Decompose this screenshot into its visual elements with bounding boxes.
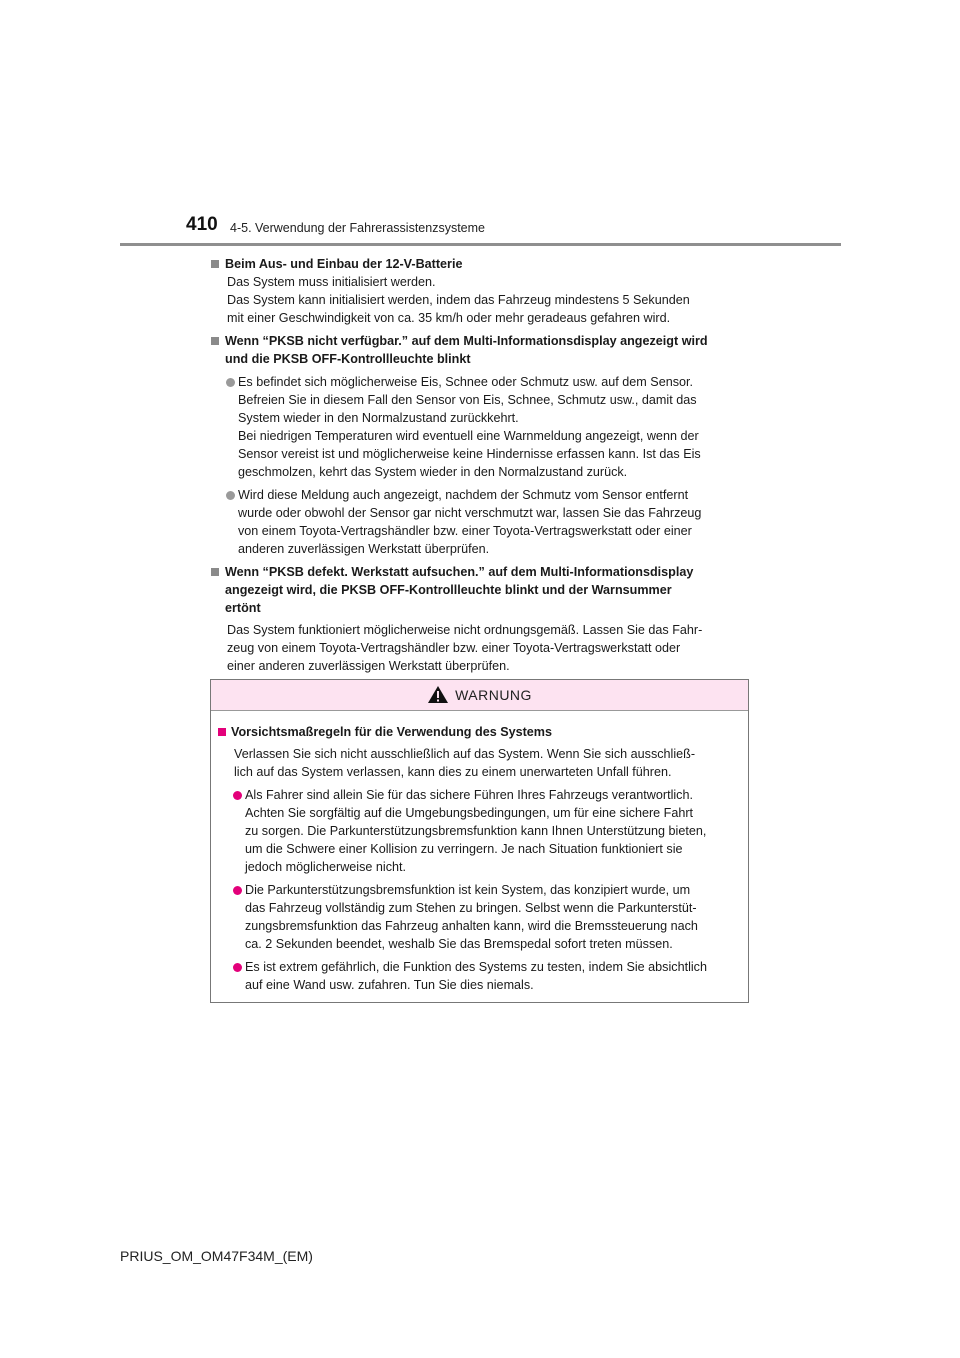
- bullet-line: Es befindet sich möglicherweise Eis, Schnee oder Schmutz usw. auf dem Sensor.: [238, 375, 694, 389]
- body-line: Das System kann initialisiert werden, indem das Fahrzeug mindestens 5 Sekunden: [227, 293, 690, 307]
- bullet-line: zungsbremsfunktion das Fahrzeug anhalten kann, wird die Bremssteuerung nach: [245, 919, 698, 933]
- round-bullet-icon: [233, 791, 242, 800]
- bullet-line: Achten Sie sorgfältig auf die Umgebungsbedingungen, um für eine sichere Fahrt: [245, 806, 694, 820]
- bullet-line: wurde oder obwohl der Sensor gar nicht verschmutzt war, lassen Sie das Fahrzeug: [238, 506, 702, 520]
- square-bullet-icon: [211, 568, 219, 576]
- body-line: Das System funktioniert möglicherweise nicht ordnungsgemäß. Lassen Sie das Fahr-: [227, 623, 703, 637]
- body-line: lich auf das System verlassen, kann dies zu einem unerwarteten Unfall führen.: [234, 765, 672, 779]
- body-line: mit einer Geschwindigkeit von ca. 35 km/h oder mehr geradeaus gefahren wird.: [227, 311, 671, 325]
- bullet-line: Als Fahrer sind allein Sie für das sichere Führen Ihres Fahrzeugs verantwortlich.: [245, 788, 693, 802]
- body-line: einer anderen zuverlässigen Werkstatt überprüfen.: [227, 659, 510, 673]
- section-heading: [210, 255, 750, 273]
- section-pksb-unavailable: [210, 332, 750, 558]
- warning-title: WARNUNG: [455, 687, 532, 703]
- bullet-line: Befreien Sie in diesem Fall den Sensor von Eis, Schnee, Schmutz usw., damit das: [238, 393, 697, 407]
- bullet-line: Bei niedrigen Temperaturen wird eventuell eine Warnmeldung angezeigt, wenn der: [238, 429, 699, 443]
- section-battery: [210, 255, 750, 327]
- square-bullet-icon: [218, 728, 226, 736]
- list-item: [210, 373, 750, 481]
- bullet-line: von einem Toyota-Vertragshändler bzw. einer Toyota-Vertragswerkstatt oder einer: [238, 524, 692, 538]
- bullet-line: um die Schwere einer Kollision zu verringern. Je nach Situation funktioniert sie: [245, 842, 683, 856]
- body-line: Verlassen Sie sich nicht ausschließlich auf das System. Wenn Sie sich ausschließ-: [234, 747, 696, 761]
- square-bullet-icon: [211, 337, 219, 345]
- bullet-line: Es ist extrem gefährlich, die Funktion des Systems zu testen, indem Sie absichtlich: [245, 960, 707, 974]
- chapter-title: 4-5. Verwendung der Fahrerassistenzsysteme: [230, 221, 485, 235]
- heading-line: und die PKSB OFF-Kontrollleuchte blinkt: [225, 352, 471, 366]
- heading-line: Wenn “PKSB nicht verfügbar.” auf dem Multi-Informationsdisplay angezeigt wird: [225, 334, 708, 348]
- round-bullet-icon: [226, 378, 235, 387]
- bullet-line: zu sorgen. Die Parkunterstützungsbremsfunktion kann Ihnen Unterstützung bieten,: [245, 824, 707, 838]
- bullet-line: auf eine Wand usw. zufahren. Tun Sie dies niemals.: [245, 978, 534, 992]
- warning-body: [211, 711, 748, 994]
- page-number: 410: [186, 214, 218, 235]
- bullet-line: das Fahrzeug vollständig zum Stehen zu bringen. Selbst wenn die Parkunterstüt-: [245, 901, 697, 915]
- section-body: [210, 273, 750, 327]
- warning-heading: [217, 723, 740, 741]
- warning-header: [211, 680, 748, 711]
- round-bullet-icon: [233, 963, 242, 972]
- square-bullet-icon: [211, 260, 219, 268]
- bullet-line: anderen zuverlässigen Werkstatt überprüfen.: [238, 542, 490, 556]
- body-line: Das System muss initialisiert werden.: [227, 275, 436, 289]
- bullet-line: jedoch möglicherweise nicht.: [245, 860, 407, 874]
- round-bullet-icon: [226, 491, 235, 500]
- heading-line: Vorsichtsmaßregeln für die Verwendung des Systems: [231, 725, 553, 739]
- round-bullet-icon: [233, 886, 242, 895]
- bullet-line: geschmolzen, kehrt das System wieder in den Normalzustand zurück.: [238, 465, 628, 479]
- bullet-line: Wird diese Meldung auch angezeigt, nachdem der Schmutz vom Sensor entfernt: [238, 488, 689, 502]
- list-item: [217, 958, 740, 994]
- warning-box: [210, 679, 749, 1003]
- header-rule: [120, 243, 841, 246]
- heading-line: ertönt: [225, 601, 261, 615]
- bullet-line: ca. 2 Sekunden beendet, weshalb Sie das Bremspedal sofort treten müssen.: [245, 937, 673, 951]
- body-line: zeug von einem Toyota-Vertragshändler bzw. einer Toyota-Vertragswerkstatt oder: [227, 641, 681, 655]
- bullet-line: System wieder in den Normalzustand zurückkehrt.: [238, 411, 519, 425]
- section-heading: [210, 563, 750, 617]
- heading-line: angezeigt wird, die PKSB OFF-Kontrollleuchte blinkt und der Warnsummer: [225, 583, 672, 597]
- list-item: [210, 486, 750, 558]
- document-code: PRIUS_OM_OM47F34M_(EM): [120, 1248, 313, 1264]
- heading-line: Wenn “PKSB defekt. Werkstatt aufsuchen.” auf dem Multi-Informationsdisplay: [225, 565, 694, 579]
- list-item: [217, 881, 740, 953]
- warning-triangle-icon: [427, 685, 449, 704]
- section-heading: [210, 332, 750, 368]
- heading-line: Beim Aus- und Einbau der 12-V-Batterie: [225, 257, 463, 271]
- warning-text: [217, 745, 740, 781]
- main-content: [210, 255, 750, 680]
- section-pksb-defect: [210, 563, 750, 675]
- bullet-line: Die Parkunterstützungsbremsfunktion ist kein System, das konzipiert wurde, um: [245, 883, 691, 897]
- bullet-line: Sensor vereist ist und möglicherweise keine Hindernisse erfassen kann. Ist das Eis: [238, 447, 701, 461]
- list-item: [217, 786, 740, 876]
- section-body: [210, 621, 750, 675]
